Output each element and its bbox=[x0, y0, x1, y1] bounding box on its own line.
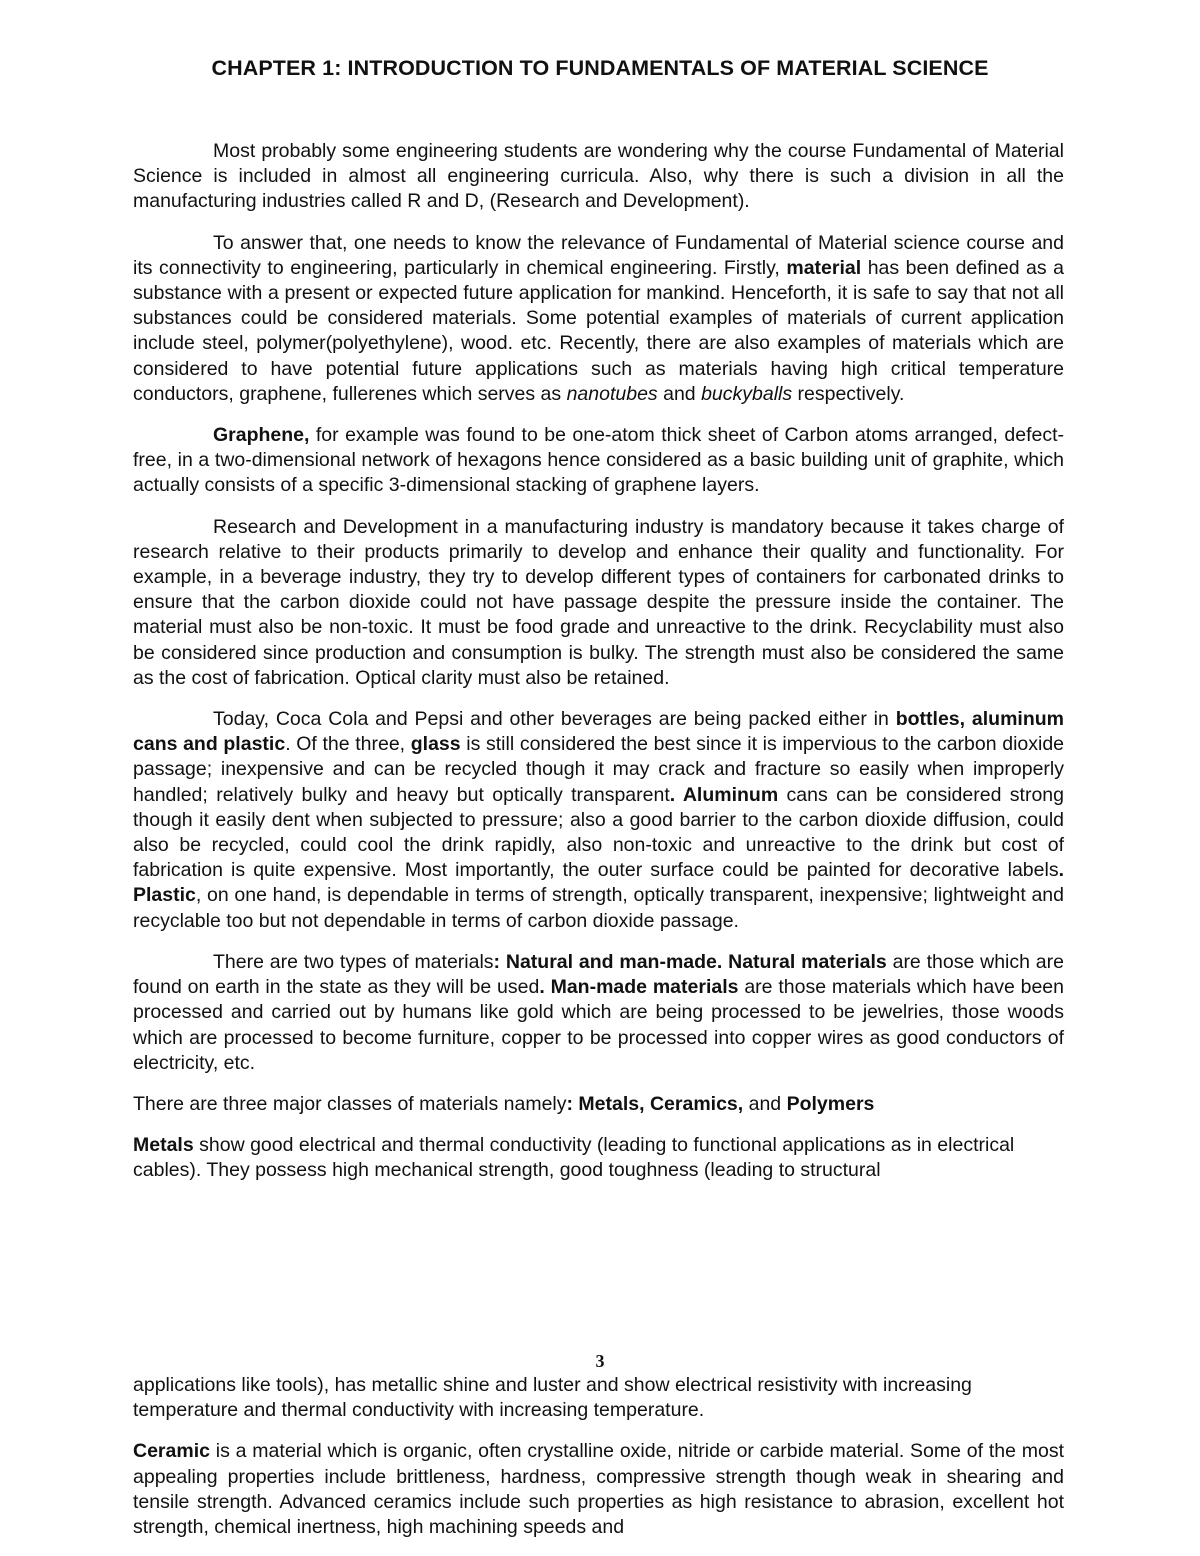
text-run: are those which are found on earth in the state as they will be used bbox=[133, 950, 1064, 999]
bold-term-plastic: . Plastic bbox=[133, 859, 1064, 907]
paragraph-beverage-packaging bbox=[133, 707, 1064, 934]
text-run: respectively. bbox=[797, 382, 905, 405]
bold-term-ceramic: Ceramic bbox=[133, 1440, 210, 1463]
paragraph-research-development: Research and Development in a manufacturing industry is mandatory because it takes charge of research relative to their products primarily to develop and enhance their quality and functionality. For example, in a beverage industry, they try to develop different types of containers for carbonated drinks to ensure that the carbon dioxide could not have passage despite the pressure inside the container. The material must also be non-toxic. It must be food grade and unreactive to the drink. Recyclability must also be considered since production and consumption is bulky. The strength must also be considered the same as the cost of fabrication. Optical clarity must also be retained. bbox=[133, 515, 1064, 689]
text-run: and bbox=[663, 382, 696, 405]
text-run: Today, Coca Cola and Pepsi and other beverages are being packed either in bbox=[213, 708, 889, 731]
bold-term-natural-manmade: : Natural and man-made. Natural materials bbox=[493, 950, 887, 973]
text-run: is a material which is organic, often crystalline oxide, nitride or carbide material. Some of the most appealing properties include brittleness, hardness, compressive strength though weak in shearing and tensile strength. Advanced ceramics include such properties as high resistance to abrasion, excellent hot strength, chemical inertness, high machining speeds and bbox=[133, 1440, 1065, 1539]
bold-term-polymers: Polymers bbox=[786, 1092, 875, 1115]
text-run: show good electrical and thermal conductivity (leading to functional applications as in electrical cables). They possess high mechanical strength, good toughness (leading to structural bbox=[133, 1134, 1015, 1182]
text-run: for example was found to be one-atom thick sheet of Carbon atoms arranged, defect-free, in a two-dimensional network of hexagons hence considered as a basic building unit of graphite, which actually consists of a specific 3-dimensional stacking of graphene layers. bbox=[133, 424, 1064, 497]
bold-term-manmade-materials: . Man-made materials bbox=[539, 976, 739, 999]
bold-term-containers: bottles, aluminum cans and plastic bbox=[133, 708, 1065, 756]
text-run: There are two types of materials bbox=[213, 950, 494, 973]
text-run: . Of the three, bbox=[285, 733, 406, 756]
italic-term-nanotubes: nanotubes bbox=[566, 382, 658, 405]
italic-term-buckyballs: buckyballs bbox=[701, 382, 793, 405]
bold-term-graphene: Graphene, bbox=[213, 424, 310, 447]
paragraph-metals bbox=[133, 1133, 1064, 1183]
text-run: , on one hand, is dependable in terms of strength, optically transparent, inexpensive; lightweight and recyclable too but not dependable in terms of carbon dioxide passage. bbox=[133, 884, 1064, 932]
text-run: There are three major classes of materials namely bbox=[133, 1092, 567, 1115]
body-text-continued bbox=[133, 1373, 1064, 1556]
text-run: cans can be considered strong though it easily dent when subjected to pressure; also a good barrier to the carbon dioxide diffusion, could also be recycled, could cool the drink rapidly, also non-toxic and unreactive to the drink but cost of fabrication is quite expensive. Most importantly, the outer surface could be painted for decorative labels bbox=[133, 783, 1064, 882]
page-number: 3 bbox=[595, 1351, 605, 1371]
text-run: are those materials which have been processed and carried out by humans like gold which are being processed to be jewelries, those woods which are processed to become furniture, copper to be processed into copper wires as good conductors of electricity, etc. bbox=[133, 976, 1064, 1074]
text-run: has been defined as a substance with a present or expected future application for mankind. Henceforth, it is safe to say that not all substances could be considered materials. Some potential examples of materials of current application include steel, polymer(polyethylene), wood. etc. Recently, there are also examples of materials which are considered to have potential future applications such as materials having high critical temperature conductors, graphene, fullerenes which serves as bbox=[133, 256, 1065, 405]
paragraph-intro: Most probably some engineering students are wondering why the course Fundamental of Material Science is included in almost all engineering curricula. Also, why there is such a division in all the manufacturing industries called R and D, (Research and Development). bbox=[133, 140, 1064, 213]
text-run: is still considered the best since it is impervious to the carbon dioxide passage; inexpensive and can be recycled though it may crack and fracture so easily when improperly handled; relatively bulky and heavy but optically transparent bbox=[133, 733, 1065, 806]
bold-term-material: material bbox=[786, 256, 862, 279]
paragraph-graphene bbox=[133, 423, 1064, 499]
paragraph-material-definition bbox=[133, 231, 1064, 407]
paragraph-material-types bbox=[133, 950, 1064, 1076]
bold-term-aluminum: . Aluminum bbox=[669, 783, 779, 806]
paragraph-material-classes bbox=[133, 1092, 1064, 1117]
paragraph-metals-continued: applications like tools), has metallic shine and luster and show electrical resistivity with increasing temperature and thermal conductivity with increasing temperature. bbox=[133, 1374, 972, 1422]
bold-term-metals-ceramics: : Metals, Ceramics, bbox=[566, 1092, 744, 1115]
paragraph-ceramic bbox=[133, 1439, 1064, 1540]
chapter-title: CHAPTER 1: INTRODUCTION TO FUNDAMENTALS OF MATERIAL SCIENCE bbox=[211, 56, 989, 80]
text-run: and bbox=[748, 1092, 782, 1115]
text-run: To answer that, one needs to know the relevance of Fundamental of Material science course and its connectivity to engineering, particularly in chemical engineering. Firstly, bbox=[133, 231, 1064, 279]
body-text bbox=[133, 139, 1064, 1200]
bold-term-metals: Metals bbox=[133, 1134, 194, 1157]
bold-term-glass: glass bbox=[410, 733, 461, 756]
